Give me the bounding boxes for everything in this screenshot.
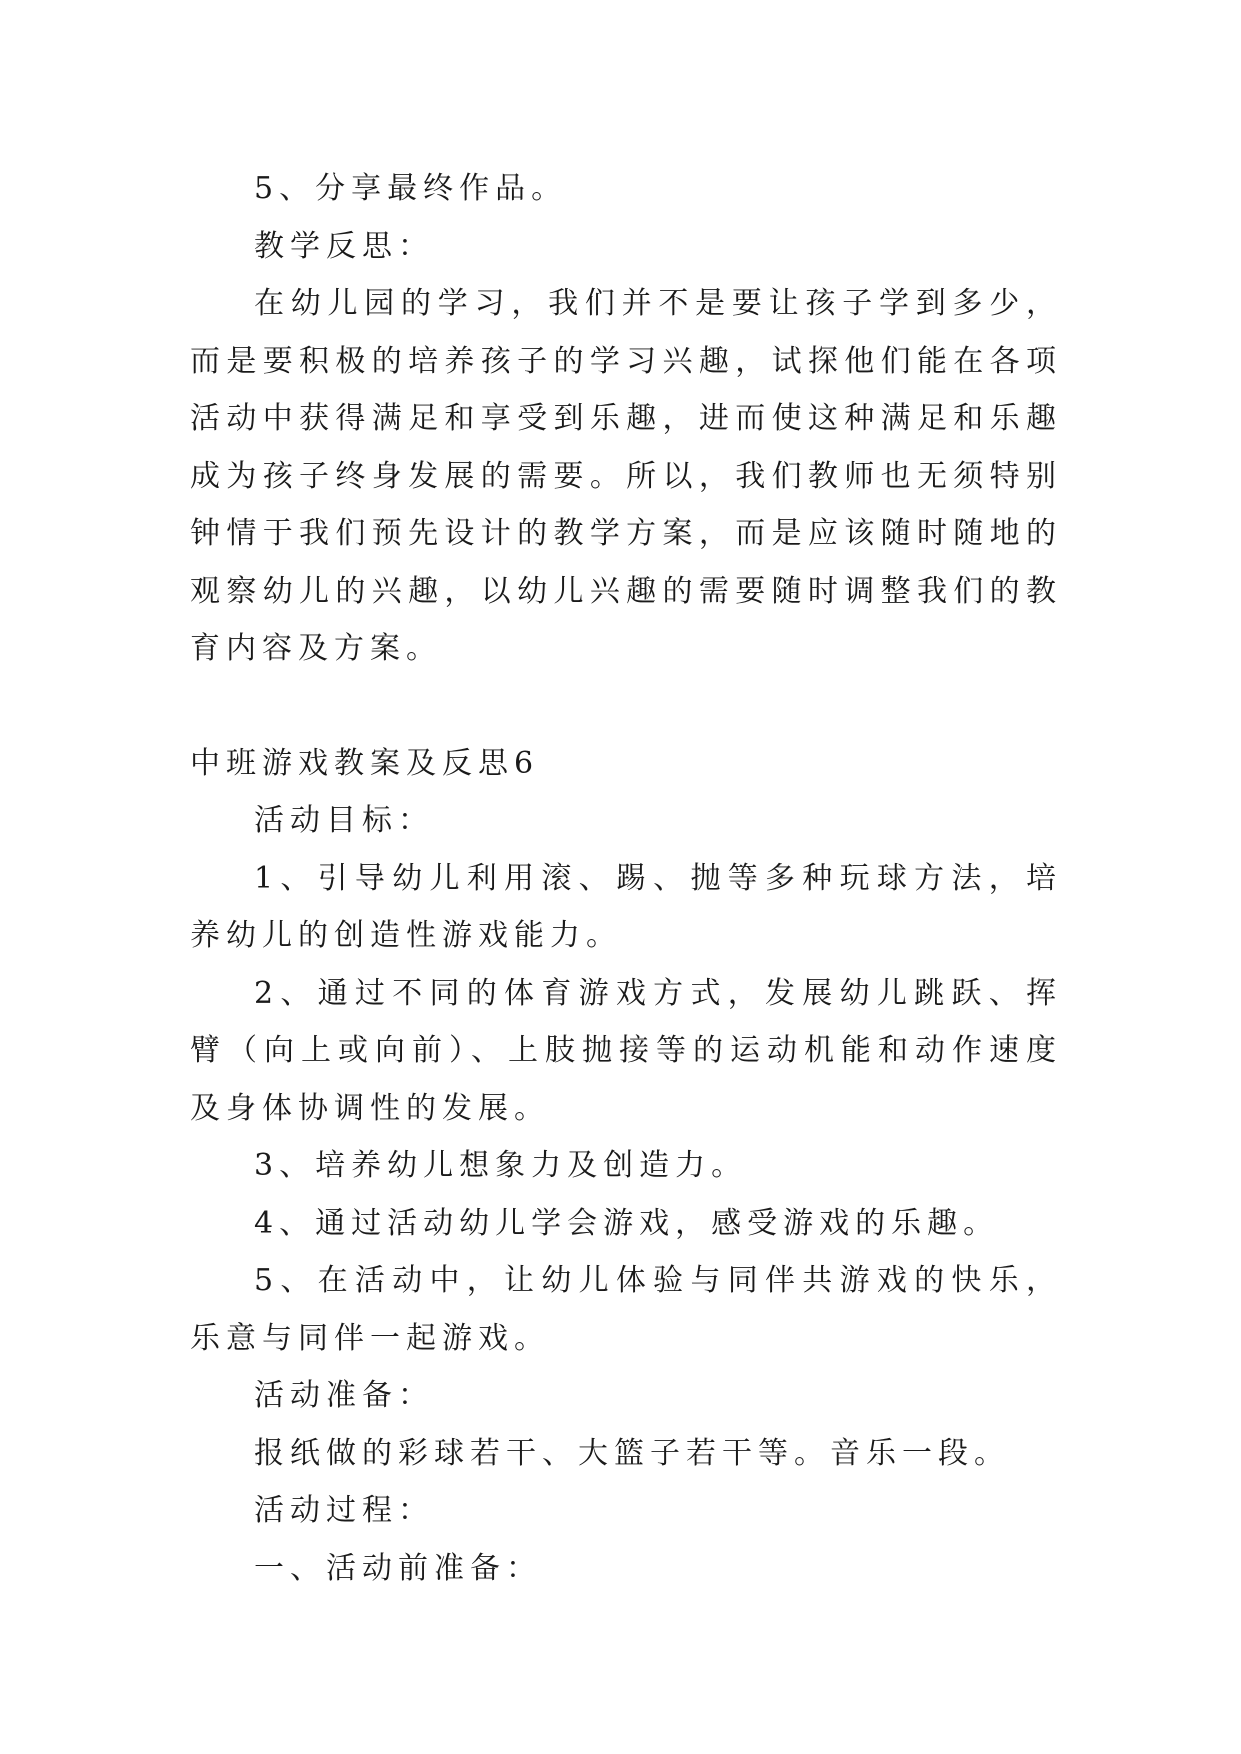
process-step-1: 一、活动前准备： — [254, 1550, 542, 1586]
prep-text: 报纸做的彩球若干、大篮子若干等。音乐一段。 — [254, 1435, 1010, 1471]
document-page — [190, 160, 1062, 1597]
goal-item: 4、通过活动幼儿学会游戏，感受游戏的乐趣。 — [254, 1205, 1000, 1241]
reflection-label: 教学反思： — [254, 228, 434, 264]
goals-label: 活动目标： — [254, 803, 434, 838]
process-label: 活动过程： — [254, 1493, 434, 1528]
goal-item: 1、引导幼儿利用滚、踢、抛等多种玩球方法，培养幼儿的创造性游戏能力。 — [190, 860, 1062, 953]
section-title: 中班游戏教案及反思6 — [190, 745, 540, 781]
step-5: 5、分享最终作品。 — [254, 171, 568, 206]
prep-label: 活动准备： — [254, 1378, 434, 1413]
section-gap — [190, 678, 1062, 735]
goal-item: 5、在活动中，让幼儿体验与同伴共游戏的快乐，乐意与同伴一起游戏。 — [190, 1263, 1062, 1356]
reflection-paragraph: 在幼儿园的学习，我们并不是要让孩子学到多少，而是要积极的培养孩子的学习兴趣，试探他们能在各项活动中获得满足和享受到乐趣，进而使这种满足和乐趣成为孩子终身发展的需要。所以，我们教师也无须特别钟情于我们预先设计的教学方案，而是应该随时随地的观察幼儿的兴趣，以幼儿兴趣的需要随时调整我们的教育内容及方案。 — [190, 286, 1062, 666]
goal-item: 3、培养幼儿想象力及创造力。 — [254, 1148, 748, 1183]
goal-item: 2、通过不同的体育游戏方式，发展幼儿跳跃、挥臂（向上或向前）、上肢抛接等的运动机能和动作速度及身体协调性的发展。 — [190, 975, 1062, 1126]
